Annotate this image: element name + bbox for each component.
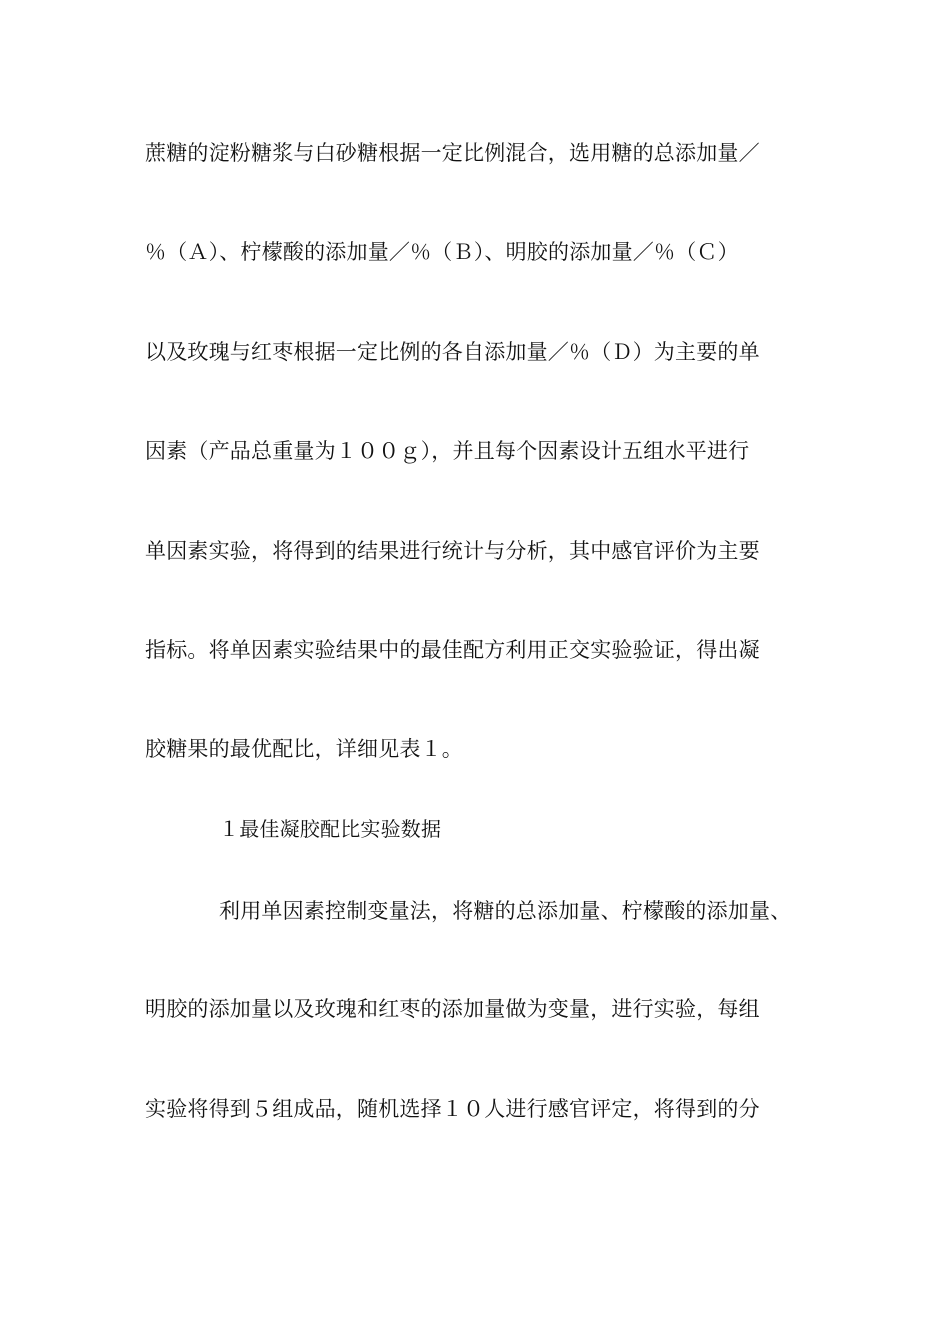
paragraph-1-line-4: 因素（产品总重量为１００ｇ），并且每个因素设计五组水平进行 [145, 439, 750, 463]
paragraph-2-line-3: 实验将得到５组成品，随机选择１０人进行感官评定，将得到的分 [145, 1097, 760, 1121]
paragraph-1-line-6: 指标。将单因素实验结果中的最佳配方利用正交实验验证，得出凝 [145, 638, 760, 662]
paragraph-1-line-7: 胶糖果的最优配比，详细见表１。 [145, 737, 463, 761]
paragraph-1-line-3: 以及玫瑰与红枣根据一定比例的各自添加量／％（Ｄ）为主要的单 [145, 340, 760, 364]
section-heading: １最佳凝胶配比实验数据 [219, 817, 442, 841]
paragraph-1-line-2: ％（Ａ）、柠檬酸的添加量／％（Ｂ）、明胶的添加量／％（Ｃ） [145, 240, 739, 264]
paragraph-1-line-5: 单因素实验，将得到的结果进行统计与分析，其中感官评价为主要 [145, 539, 760, 563]
paragraph-2-line-1: 利用单因素控制变量法，将糖的总添加量、柠檬酸的添加量、 [219, 899, 792, 923]
paragraph-1-line-1: 蔗糖的淀粉糖浆与白砂糖根据一定比例混合，选用糖的总添加量／ [145, 141, 760, 165]
paragraph-2-line-2: 明胶的添加量以及玫瑰和红枣的添加量做为变量，进行实验，每组 [145, 997, 760, 1021]
